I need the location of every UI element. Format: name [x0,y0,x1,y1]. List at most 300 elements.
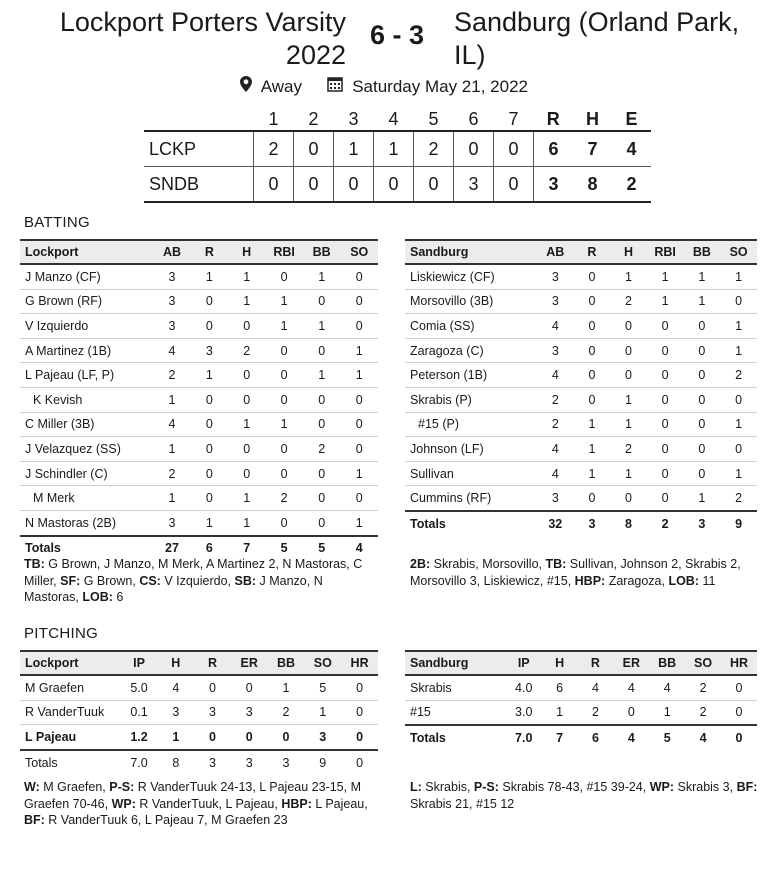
team-header: Lockport [20,240,153,264]
note-label: HBP: [281,796,312,811]
stat-cell: 1 [684,264,721,289]
totals-row [20,750,378,775]
player-name: J Manzo (CF) [20,264,153,289]
game-meta [0,76,768,97]
stat-column-header: IP [506,651,542,675]
note-text: 11 [699,573,716,588]
stat-cell: 1 [574,412,611,437]
stat-cell: 1 [191,363,228,388]
stat-cell: 0 [684,314,721,339]
stat-cell: 0 [574,387,611,412]
stat-cell: 0 [340,387,378,412]
totals-row [405,725,757,750]
stat-column-header: ER [231,651,268,675]
stat-cell: 0 [610,363,647,388]
player-name: A Martinez (1B) [20,338,153,363]
player-name: #15 [405,700,506,725]
stat-cell: 0 [647,486,684,511]
player-name: R VanderTuuk [20,700,121,725]
total-errors: 4 [612,131,651,167]
note-label: WP: [111,796,136,811]
total-errors: 2 [612,167,651,203]
note-label: L: [410,780,422,794]
totals-cell: 4 [685,725,721,750]
player-row [405,675,757,700]
stat-cell: 4 [537,363,574,388]
stat-cell: 0 [647,363,684,388]
totals-cell: 8 [157,750,194,775]
batting-notes-away [410,556,762,589]
note-label: CS: [139,573,161,588]
player-row [20,437,378,462]
stat-cell: 0 [341,725,378,750]
stat-cell: 1 [228,486,265,511]
totals-cell: 3 [231,750,268,775]
stat-cell: 1.2 [121,725,158,750]
stat-cell: 0 [303,338,341,363]
stat-cell: 2 [720,486,757,511]
stat-cell: 3 [191,338,228,363]
totals-cell: 7.0 [506,725,542,750]
note-label: HBP: [574,573,606,588]
batting-table-away [405,239,757,536]
stat-cell: 1 [340,338,378,363]
stat-cell: 3 [304,725,341,750]
note-text: G Brown, [80,573,140,588]
inning-runs: 2 [414,131,454,167]
stat-cell: 1 [153,437,191,462]
stat-cell: 0 [194,725,231,750]
player-row [20,461,378,486]
note-label: P-S: [109,780,135,794]
stat-cell: 0 [228,437,265,462]
note-text: Zaragoza, [605,573,669,588]
inning-runs: 1 [334,131,374,167]
batting-table-home [20,239,378,560]
stat-cell: 1 [268,675,305,700]
player-name: Skrabis (P) [405,387,537,412]
stat-cell: 1 [153,387,191,412]
stat-cell: 1 [610,387,647,412]
stat-cell: 0 [720,289,757,314]
stat-cell: 0 [684,338,721,363]
stat-cell: 0 [684,461,721,486]
box-header-row [20,240,378,264]
stat-cell: 1 [610,264,647,289]
note-label: LOB: [82,590,113,604]
stat-cell: 0 [191,437,228,462]
note-text: M Graefen, [39,780,110,794]
stat-cell: 0.1 [121,700,158,725]
totals-cell: 7 [228,536,265,561]
player-row [405,363,757,388]
stat-column-header: BB [649,651,685,675]
note-text: Skrabis 21, #15 12 [410,796,515,811]
player-row [405,289,757,314]
stat-cell: 0 [228,461,265,486]
stat-cell: 3 [153,314,191,339]
totals-row [405,511,757,536]
stat-cell: 1 [340,461,378,486]
stat-cell: 0 [340,264,378,289]
player-row [405,461,757,486]
note-label: BF: [736,780,758,794]
stat-cell: 0 [647,461,684,486]
stat-column-header: AB [153,240,191,264]
stat-cell: 1 [684,486,721,511]
stat-cell: 4 [613,675,649,700]
note-text: Skrabis, Morsovillo, [430,557,546,571]
stat-cell: 3 [231,700,268,725]
stat-cell: 1 [191,264,228,289]
note-label: SB: [234,573,257,588]
stat-cell: 1 [153,486,191,511]
stat-cell: 0 [574,363,611,388]
stat-cell: 0 [191,387,228,412]
stat-cell: 2 [610,289,647,314]
stat-column-header: R [578,651,614,675]
line-score-row [144,167,651,203]
stat-column-header: BB [268,651,305,675]
stat-column-header: H [610,240,647,264]
stat-cell: 1 [303,314,341,339]
totals-cell: 3 [268,750,305,775]
stat-cell: 0 [191,289,228,314]
stat-column-header: AB [537,240,574,264]
stat-cell: 1 [228,289,265,314]
totals-cell: 9 [720,511,757,536]
inning-runs: 2 [254,131,294,167]
game-date: Saturday May 21, 2022 [352,76,528,96]
player-name: J Velazquez (SS) [20,437,153,462]
team-header: Sandburg [405,651,506,675]
stat-cell: 4 [153,338,191,363]
total-runs: 3 [534,167,574,203]
stat-column-header: SO [720,240,757,264]
inning-header: 1 [268,108,279,129]
stat-cell: 2 [153,461,191,486]
note-label: SF: [60,573,81,588]
totals-label: Totals [405,511,537,536]
stat-cell: 0 [265,510,303,535]
pitching-table-home [20,650,378,774]
team-header: Sandburg [405,240,537,264]
stat-cell: 3 [537,338,574,363]
stat-cell: 1 [265,412,303,437]
stat-cell: 0 [684,387,721,412]
player-name: Sullivan [405,461,537,486]
stat-cell: 4 [578,675,614,700]
player-row [405,314,757,339]
inning-runs: 0 [254,167,294,203]
pitching-section-title: PITCHING [24,625,99,642]
stat-cell: 0 [684,412,721,437]
stat-column-header: R [574,240,611,264]
stat-column-header: H [228,240,265,264]
stat-cell: 1 [228,510,265,535]
inning-runs: 0 [494,131,534,167]
inning-runs: 0 [454,131,494,167]
inning-runs: 0 [494,167,534,203]
totals-cell: 6 [191,536,228,561]
player-name: N Mastoras (2B) [20,510,153,535]
totals-cell: 4 [340,536,378,561]
stat-cell: 1 [610,461,647,486]
stat-column-header: RBI [265,240,303,264]
stat-cell: 0 [684,437,721,462]
totals-cell: 2 [647,511,684,536]
map-pin-icon [240,76,252,97]
inning-runs: 0 [414,167,454,203]
player-name: C Miller (3B) [20,412,153,437]
player-row [405,437,757,462]
totals-label: Totals [20,536,153,561]
stat-cell: 2 [153,363,191,388]
totals-cell: 3 [684,511,721,536]
totals-cell: 5 [265,536,303,561]
final-score: 6 - 3 [369,20,425,50]
stat-cell: 0 [303,387,341,412]
player-name: M Graefen [20,675,121,700]
stat-cell: 4 [537,314,574,339]
player-row [405,264,757,289]
note-text: Sullivan, Johnson 2, Skrabis 2, Morsovillo 3, Liskiewicz, #15, [410,557,741,588]
stat-column-header: HR [721,651,757,675]
stat-cell: 0 [721,700,757,725]
stat-cell: 3 [537,289,574,314]
note-label: WP: [649,780,675,794]
totals-cell: 8 [610,511,647,536]
note-text: J Manzo, N Mastoras, [24,573,323,604]
player-row [20,387,378,412]
total-hits: 7 [573,131,612,167]
stat-cell: 3 [153,289,191,314]
totals-label: Totals [20,750,121,775]
player-name: V Izquierdo [20,314,153,339]
errors-header: E [625,108,638,129]
stat-cell: 0 [303,510,341,535]
stat-cell: 0 [228,314,265,339]
player-row [20,338,378,363]
stat-cell: 0 [191,461,228,486]
stat-cell: 5.0 [121,675,158,700]
stat-cell: 4 [649,675,685,700]
stat-cell: 0 [613,700,649,725]
stat-cell: 1 [647,289,684,314]
box-header-row [405,240,757,264]
stat-cell: 1 [228,264,265,289]
stat-cell: 0 [340,412,378,437]
stat-cell: 0 [340,437,378,462]
calendar-icon [327,76,343,97]
totals-cell: 3 [574,511,611,536]
stat-cell: 0 [191,412,228,437]
player-row [405,338,757,363]
stat-cell: 0 [265,461,303,486]
home-team-name: Lockport Porters Varsity 2022 [59,7,346,70]
inning-header: 3 [348,108,359,129]
stat-cell: 0 [194,675,231,700]
note-label: 2B: [410,557,431,571]
stat-cell: 0 [265,363,303,388]
stat-cell: 1 [684,289,721,314]
inning-header: 2 [308,108,319,129]
stat-cell: 5 [304,675,341,700]
stat-cell: 0 [265,387,303,412]
note-text: L Pajeau, [311,796,368,811]
note-text: Skrabis 78-43, #15 39-24, [498,780,650,794]
total-hits: 8 [573,167,612,203]
stat-cell: 1 [265,289,303,314]
stat-cell: 2 [578,700,614,725]
stat-cell: 1 [720,314,757,339]
pitching-notes-home [24,779,374,829]
runs-header: R [546,108,560,129]
stat-cell: 0 [303,461,341,486]
totals-cell: 5 [649,725,685,750]
player-row [20,700,378,725]
line-score-header [144,108,651,131]
stat-cell: 1 [228,412,265,437]
player-row [20,725,378,750]
note-text: R VanderTuuk, L Pajeau, [135,796,282,811]
inning-header: 4 [388,108,399,129]
stat-cell: 4 [153,412,191,437]
inning-runs: 0 [294,167,334,203]
player-name: G Brown (RF) [20,289,153,314]
stat-cell: 0 [341,700,378,725]
totals-cell: 0 [341,750,378,775]
batting-notes-home [24,556,374,606]
stat-cell: 0 [191,314,228,339]
stat-cell: 0 [191,486,228,511]
player-row [20,675,378,700]
stat-cell: 6 [542,675,578,700]
player-name: Comia (SS) [405,314,537,339]
stat-column-header: SO [304,651,341,675]
stat-cell: 0 [231,675,268,700]
totals-cell: 9 [304,750,341,775]
stat-cell: 0 [647,338,684,363]
team-abbr: LCKP [144,131,254,167]
stat-cell: 0 [647,437,684,462]
stat-cell: 0 [684,363,721,388]
stat-cell: 1 [340,363,378,388]
stat-cell: 1 [720,412,757,437]
totals-cell: 0 [721,725,757,750]
player-row [20,289,378,314]
stat-cell: 0 [228,387,265,412]
stat-column-header: RBI [647,240,684,264]
player-row [20,486,378,511]
batting-section-title: BATTING [24,214,90,231]
stat-cell: 0 [303,289,341,314]
player-row [405,387,757,412]
inning-header: 6 [468,108,479,129]
team-abbr: SNDB [144,167,254,203]
totals-cell: 5 [303,536,341,561]
stat-cell: 4 [157,675,194,700]
stat-cell: 3 [194,700,231,725]
player-row [20,510,378,535]
note-label: BF: [24,813,45,827]
totals-label: Totals [405,725,506,750]
player-name: L Pajeau [20,725,121,750]
stat-cell: 0 [340,486,378,511]
player-name: #15 (P) [405,412,537,437]
totals-cell: 7 [542,725,578,750]
totals-cell: 4 [613,725,649,750]
stat-cell: 1 [157,725,194,750]
stat-cell: 0 [303,412,341,437]
stat-cell: 3 [153,264,191,289]
stat-cell: 1 [574,461,611,486]
note-label: TB: [24,557,45,571]
player-name: Zaragoza (C) [405,338,537,363]
stat-cell: 0 [341,675,378,700]
totals-cell: 6 [578,725,614,750]
stat-cell: 1 [574,437,611,462]
inning-runs: 1 [374,131,414,167]
note-text: V Izquierdo, [160,573,235,588]
team-header: Lockport [20,651,121,675]
note-label: P-S: [473,780,499,794]
note-label: TB: [545,557,567,571]
inning-runs: 3 [454,167,494,203]
stat-cell: 0 [647,314,684,339]
stat-column-header: HR [341,651,378,675]
stat-cell: 0 [574,289,611,314]
stat-cell: 0 [340,289,378,314]
stat-cell: 1 [265,314,303,339]
stat-cell: 0 [720,387,757,412]
stat-cell: 1 [720,461,757,486]
stat-cell: 0 [268,725,305,750]
stat-cell: 0 [340,314,378,339]
player-row [20,412,378,437]
player-row [405,486,757,511]
stat-cell: 0 [574,264,611,289]
stat-cell: 0 [303,486,341,511]
stat-cell: 3.0 [506,700,542,725]
stat-cell: 2 [228,338,265,363]
line-score-row [144,131,651,167]
stat-column-header: ER [613,651,649,675]
stat-cell: 3 [157,700,194,725]
stat-cell: 0 [721,675,757,700]
inning-header: 7 [508,108,519,129]
stat-column-header: IP [121,651,158,675]
stat-cell: 1 [303,264,341,289]
player-name: J Schindler (C) [20,461,153,486]
stat-cell: 3 [537,486,574,511]
player-name: Johnson (LF) [405,437,537,462]
stat-cell: 0 [265,338,303,363]
stat-cell: 0 [574,338,611,363]
stat-cell: 1 [720,264,757,289]
totals-cell: 32 [537,511,574,536]
hits-header: H [586,108,599,129]
player-row [405,412,757,437]
stat-cell: 1 [303,363,341,388]
stat-cell: 0 [720,437,757,462]
stat-cell: 0 [574,486,611,511]
inning-runs: 0 [294,131,334,167]
stat-cell: 4.0 [506,675,542,700]
stat-cell: 1 [647,264,684,289]
stat-cell: 2 [268,700,305,725]
total-runs: 6 [534,131,574,167]
